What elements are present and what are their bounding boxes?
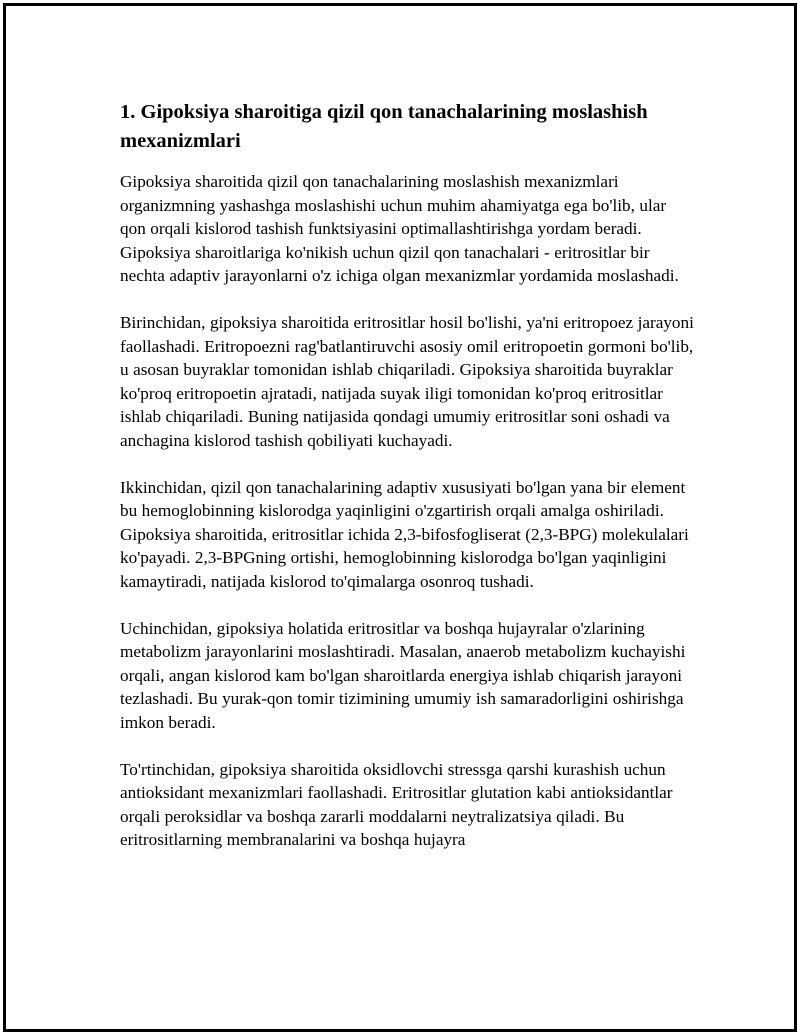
paragraph-first: Birinchidan, gipoksiya sharoitida eritrositlar hosil bo'lishi, ya'ni eritropoez jarayoni faollashadi. Eritropoezni rag'batlantiruvchi asosiy omil eritropoetin gormoni bo'lib, u asosan buyraklar tomonidan ishlab chiqariladi. Gipoksiya sharoitida buyraklar ko'proq eritropoetin ajratadi, natijada suyak iligi tomonidan ko'proq eritrositlar ishlab chiqariladi. Buning natijasida qondagi umumiy eritrositlar soni oshadi va anchagina kislorod tashish qobiliyati kuchayadi. bbox=[120, 313, 694, 450]
document-title: 1. Gipoksiya sharoitiga qizil qon tanachalarining moslashish mexanizmlari bbox=[120, 101, 648, 152]
document-body bbox=[120, 98, 694, 875]
paragraph-intro: Gipoksiya sharoitida qizil qon tanachalarining moslashish mexanizmlari organizmning yashashga moslashishi uchun muhim ahamiyatga ega bo'lib, ular qon orqali kislorod tashish funktsiyasini optimallashtirishga yordam beradi. Gipoksiya sharoitlariga ko'nikish uchun qizil qon tanachalari - eritrositlar bir nechta adaptiv jarayonlarni o'z ichiga olgan mexanizmlar yordamida moslashadi. bbox=[120, 172, 679, 285]
paragraph-fourth: To'rtinchidan, gipoksiya sharoitida oksidlovchi stressga qarshi kurashish uchun antioksidant mexanizmlari faollashadi. Eritrositlar glutation kabi antioksidantlar orqali peroksidlar va boshqa zararli moddalarni neytralizatsiya qiladi. Bu eritrositlarning membranalarini va boshqa hujayra bbox=[120, 759, 673, 849]
paragraph-third: Uchinchidan, gipoksiya holatida eritrositlar va boshqa hujayralar o'zlarining metabolizm jarayonlarini moslashtiradi. Masalan, anaerob metabolizm kuchayishi orqali, angan kislorod kam bo'lgan sharoitlarda energiya ishlab chiqarish jarayoni tezlashadi. Bu yurak-qon tomir tizimining umumiy ish samaradorligini oshirishga imkon beradi. bbox=[120, 618, 686, 732]
paragraph-second: Ikkinchidan, qizil qon tanachalarining adaptiv xususiyati bo'lgan yana bir element bu hemoglobinning kislorodga yaqinligini o'zgartirish orqali amalga oshiriladi. Gipoksiya sharoitida, eritrositlar ichida 2,3-bifosfogliserat (2,3-BPG) molekulalari ko'payadi. 2,3-BPGning ortishi, hemoglobinning kislorodga bo'lgan yaqinligini kamaytiradi, natijada kislorod to'qimalarga osonroq tushadi. bbox=[120, 477, 689, 591]
page-frame bbox=[3, 3, 797, 1032]
